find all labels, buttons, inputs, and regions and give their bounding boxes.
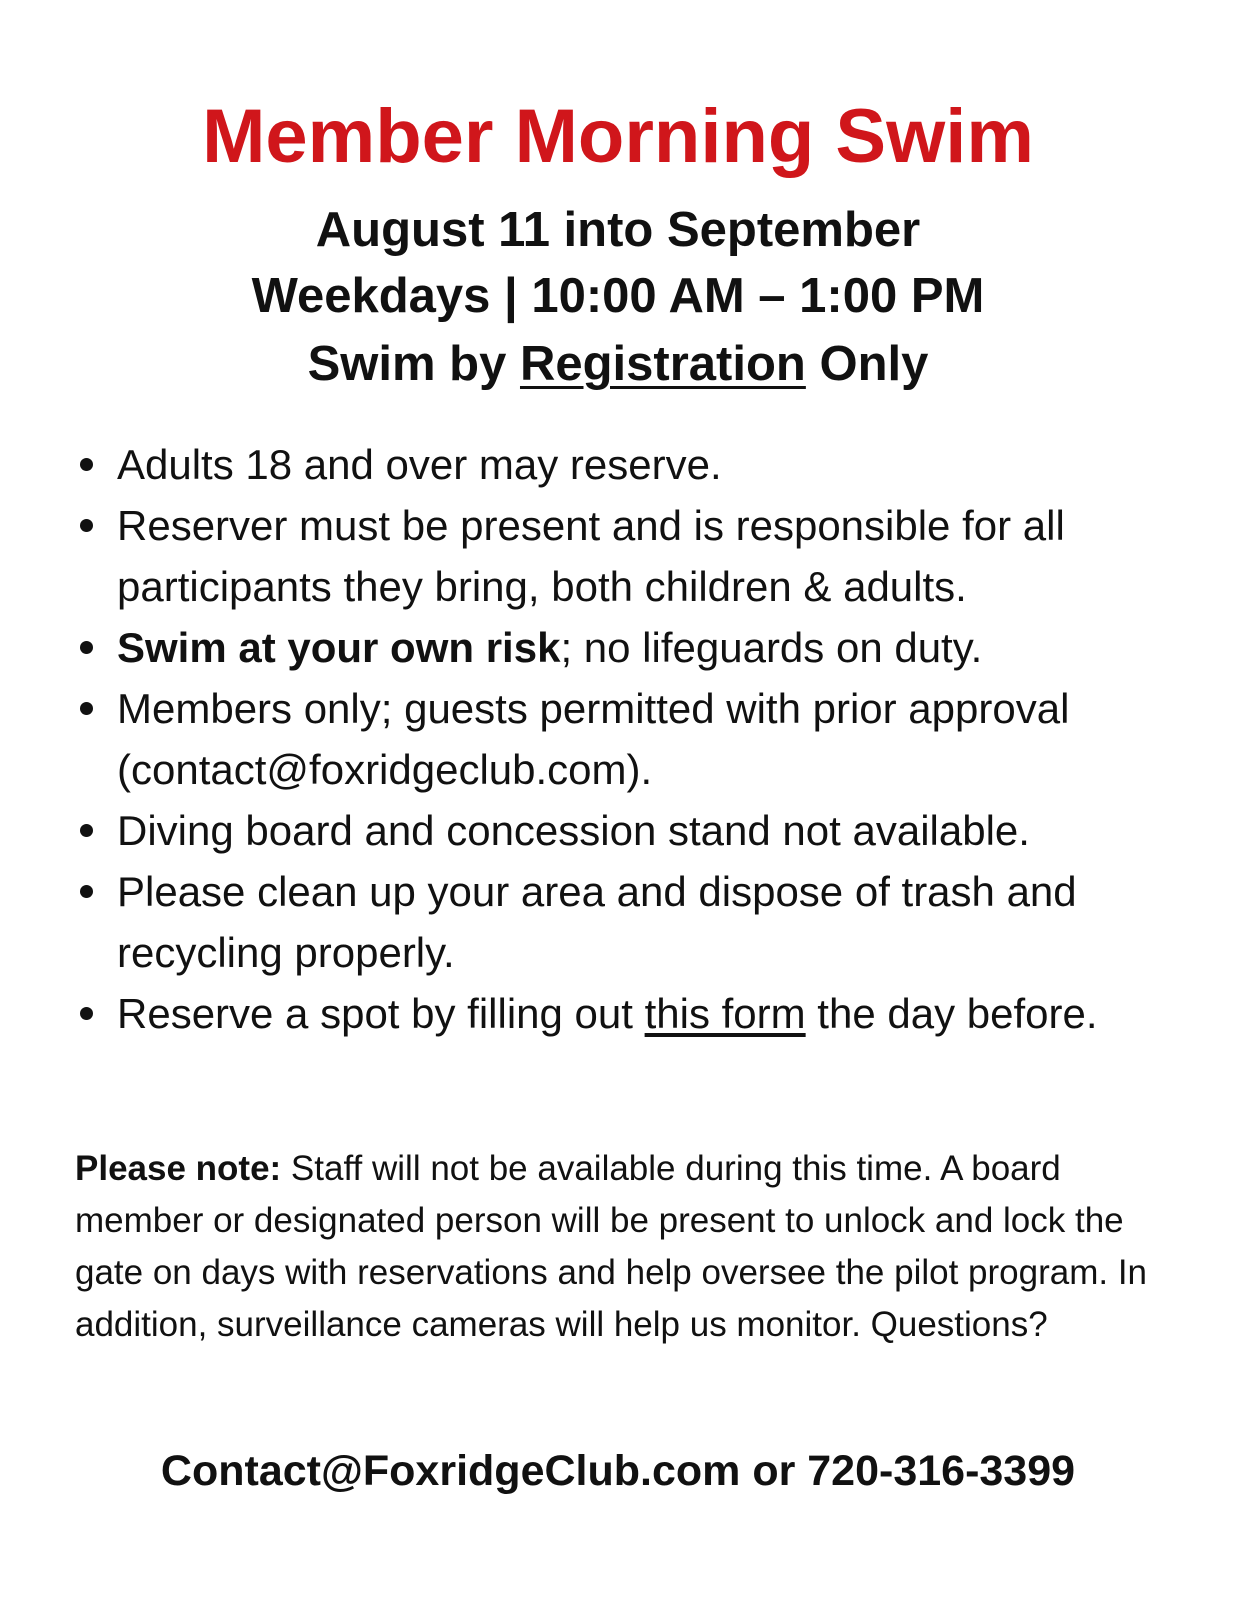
note-text: Staff will not be available during this time. A board member or designated person will be present to unlock and lock the gate on days with reservations and help oversee the pilot program. In addition, surveillance cameras will help us monitor. Questions?	[75, 1149, 1148, 1344]
rule-text: Reserver must be present and is responsible for all participants they bring, both children & adults.	[117, 502, 1065, 610]
bullet-icon	[80, 824, 93, 837]
note-label: Please note:	[75, 1149, 282, 1188]
bullet-icon	[80, 458, 93, 471]
bullet-icon	[80, 519, 93, 532]
list-item	[75, 678, 1195, 800]
rule-text-prefix: Reserve a spot by filling out	[117, 990, 645, 1037]
contact-info: Contact@FoxridgeClub.com or 720-316-3399	[160, 1447, 1076, 1495]
rule-emphasis: Swim at your own risk	[117, 624, 561, 671]
rule-text: Please clean up your area and dispose of trash and recycling properly.	[117, 868, 1077, 976]
rule-text: ; no lifeguards on duty.	[560, 624, 983, 671]
page-title: Member Morning Swim	[202, 94, 1034, 179]
registration-line	[0, 334, 1236, 394]
rule-text: Members only; guests permitted with prior approval (contact@foxridgeclub.com).	[117, 685, 1070, 793]
rules-list	[75, 434, 1195, 1044]
date-range: August 11 into September	[315, 203, 921, 257]
bullet-icon	[80, 641, 93, 654]
registration-suffix: Only	[805, 337, 929, 391]
list-item	[75, 861, 1195, 983]
schedule-hours: Weekdays | 10:00 AM – 1:00 PM	[251, 269, 985, 323]
rule-text: Diving board and concession stand not available.	[117, 807, 1030, 854]
rule-text-suffix: the day before.	[805, 990, 1098, 1037]
registration-prefix: Swim by	[307, 337, 520, 391]
list-item	[75, 434, 1195, 495]
list-item	[75, 800, 1195, 861]
list-item	[75, 495, 1195, 617]
registration-word: Registration	[519, 337, 806, 391]
rule-text: Adults 18 and over may reserve.	[117, 441, 722, 488]
bullet-icon	[80, 1007, 93, 1020]
list-item	[75, 617, 1195, 678]
bullet-icon	[80, 885, 93, 898]
bullet-icon	[80, 702, 93, 715]
reservation-form-link[interactable]: this form	[644, 990, 806, 1037]
staff-note	[75, 1143, 1165, 1351]
list-item	[75, 983, 1195, 1044]
